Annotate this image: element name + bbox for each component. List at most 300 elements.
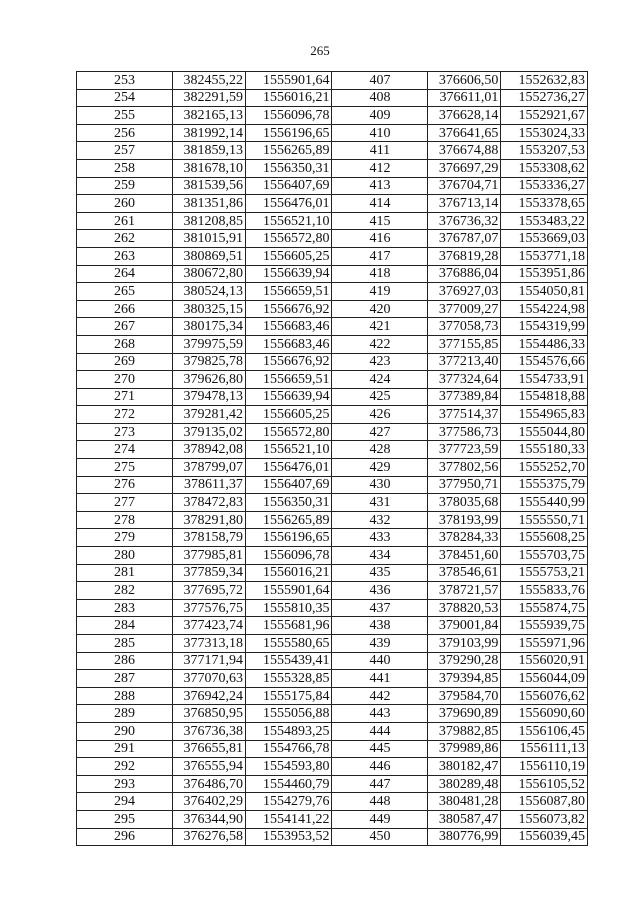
y-coordinate-cell: 1555753,21 xyxy=(501,564,588,582)
x-coordinate-cell: 379584,70 xyxy=(428,687,501,705)
x-coordinate-cell: 376555,94 xyxy=(172,758,245,776)
point-number-cell: 434 xyxy=(332,547,428,565)
x-coordinate-cell: 377313,18 xyxy=(172,635,245,653)
x-coordinate-cell: 378546,61 xyxy=(428,564,501,582)
point-number-cell: 273 xyxy=(77,423,173,441)
y-coordinate-cell: 1556196,65 xyxy=(245,124,332,142)
table-row xyxy=(77,582,588,600)
x-coordinate-cell: 376344,90 xyxy=(172,810,245,828)
point-number-cell: 421 xyxy=(332,318,428,336)
x-coordinate-cell: 379281,42 xyxy=(172,406,245,424)
table-row xyxy=(77,775,588,793)
table-row xyxy=(77,371,588,389)
table-row xyxy=(77,476,588,494)
point-number-cell: 276 xyxy=(77,476,173,494)
y-coordinate-cell: 1556676,92 xyxy=(245,300,332,318)
point-number-cell: 279 xyxy=(77,529,173,547)
y-coordinate-cell: 1556521,10 xyxy=(245,212,332,230)
point-number-cell: 432 xyxy=(332,511,428,529)
point-number-cell: 426 xyxy=(332,406,428,424)
y-coordinate-cell: 1552921,67 xyxy=(501,107,588,125)
x-coordinate-cell: 376713,14 xyxy=(428,195,501,213)
point-number-cell: 418 xyxy=(332,265,428,283)
x-coordinate-cell: 381678,10 xyxy=(172,159,245,177)
point-number-cell: 269 xyxy=(77,353,173,371)
point-number-cell: 267 xyxy=(77,318,173,336)
table-row xyxy=(77,159,588,177)
point-number-cell: 277 xyxy=(77,494,173,512)
x-coordinate-cell: 376655,81 xyxy=(172,740,245,758)
y-coordinate-cell: 1556659,51 xyxy=(245,371,332,389)
x-coordinate-cell: 377514,37 xyxy=(428,406,501,424)
table-row xyxy=(77,72,588,90)
x-coordinate-cell: 378942,08 xyxy=(172,441,245,459)
point-number-cell: 266 xyxy=(77,300,173,318)
y-coordinate-cell: 1556110,19 xyxy=(501,758,588,776)
point-number-cell: 407 xyxy=(332,72,428,90)
point-number-cell: 270 xyxy=(77,371,173,389)
point-number-cell: 443 xyxy=(332,705,428,723)
x-coordinate-cell: 376704,71 xyxy=(428,177,501,195)
y-coordinate-cell: 1556020,91 xyxy=(501,652,588,670)
y-coordinate-cell: 1555810,35 xyxy=(245,599,332,617)
y-coordinate-cell: 1555608,25 xyxy=(501,529,588,547)
y-coordinate-cell: 1556016,21 xyxy=(245,89,332,107)
point-number-cell: 412 xyxy=(332,159,428,177)
x-coordinate-cell: 379882,85 xyxy=(428,722,501,740)
x-coordinate-cell: 380776,99 xyxy=(428,828,501,846)
page-number: 265 xyxy=(310,43,330,58)
y-coordinate-cell: 1552632,83 xyxy=(501,72,588,90)
point-number-cell: 271 xyxy=(77,388,173,406)
point-number-cell: 264 xyxy=(77,265,173,283)
y-coordinate-cell: 1556111,13 xyxy=(501,740,588,758)
point-number-cell: 430 xyxy=(332,476,428,494)
point-number-cell: 275 xyxy=(77,459,173,477)
y-coordinate-cell: 1554893,25 xyxy=(245,722,332,740)
point-number-cell: 429 xyxy=(332,459,428,477)
y-coordinate-cell: 1554733,91 xyxy=(501,371,588,389)
table-row xyxy=(77,810,588,828)
point-number-cell: 414 xyxy=(332,195,428,213)
point-number-cell: 408 xyxy=(332,89,428,107)
point-number-cell: 289 xyxy=(77,705,173,723)
y-coordinate-cell: 1556073,82 xyxy=(501,810,588,828)
x-coordinate-cell: 382455,22 xyxy=(172,72,245,90)
x-coordinate-cell: 380672,80 xyxy=(172,265,245,283)
y-coordinate-cell: 1554486,33 xyxy=(501,335,588,353)
table-row xyxy=(77,670,588,688)
x-coordinate-cell: 379394,85 xyxy=(428,670,501,688)
x-coordinate-cell: 380289,48 xyxy=(428,775,501,793)
y-coordinate-cell: 1555550,71 xyxy=(501,511,588,529)
x-coordinate-cell: 376276,58 xyxy=(172,828,245,846)
y-coordinate-cell: 1555901,64 xyxy=(245,72,332,90)
table-row xyxy=(77,318,588,336)
x-coordinate-cell: 376486,70 xyxy=(172,775,245,793)
point-number-cell: 285 xyxy=(77,635,173,653)
table-row xyxy=(77,494,588,512)
coordinates-table xyxy=(76,71,588,846)
point-number-cell: 411 xyxy=(332,142,428,160)
x-coordinate-cell: 380587,47 xyxy=(428,810,501,828)
x-coordinate-cell: 377695,72 xyxy=(172,582,245,600)
point-number-cell: 265 xyxy=(77,283,173,301)
y-coordinate-cell: 1553336,27 xyxy=(501,177,588,195)
x-coordinate-cell: 377423,74 xyxy=(172,617,245,635)
table-row xyxy=(77,705,588,723)
point-number-cell: 410 xyxy=(332,124,428,142)
x-coordinate-cell: 377586,73 xyxy=(428,423,501,441)
x-coordinate-cell: 381208,85 xyxy=(172,212,245,230)
y-coordinate-cell: 1556683,46 xyxy=(245,318,332,336)
point-number-cell: 419 xyxy=(332,283,428,301)
x-coordinate-cell: 378820,53 xyxy=(428,599,501,617)
x-coordinate-cell: 377859,34 xyxy=(172,564,245,582)
point-number-cell: 441 xyxy=(332,670,428,688)
x-coordinate-cell: 377985,81 xyxy=(172,547,245,565)
x-coordinate-cell: 379989,86 xyxy=(428,740,501,758)
point-number-cell: 423 xyxy=(332,353,428,371)
table-row xyxy=(77,564,588,582)
y-coordinate-cell: 1555703,75 xyxy=(501,547,588,565)
y-coordinate-cell: 1553024,33 xyxy=(501,124,588,142)
x-coordinate-cell: 376927,03 xyxy=(428,283,501,301)
point-number-cell: 436 xyxy=(332,582,428,600)
y-coordinate-cell: 1556572,80 xyxy=(245,423,332,441)
y-coordinate-cell: 1555044,80 xyxy=(501,423,588,441)
y-coordinate-cell: 1555874,75 xyxy=(501,599,588,617)
point-number-cell: 424 xyxy=(332,371,428,389)
y-coordinate-cell: 1555440,99 xyxy=(501,494,588,512)
x-coordinate-cell: 377171,94 xyxy=(172,652,245,670)
y-coordinate-cell: 1553207,53 xyxy=(501,142,588,160)
x-coordinate-cell: 382291,59 xyxy=(172,89,245,107)
table-row xyxy=(77,247,588,265)
y-coordinate-cell: 1553308,62 xyxy=(501,159,588,177)
y-coordinate-cell: 1556676,92 xyxy=(245,353,332,371)
table-row xyxy=(77,635,588,653)
x-coordinate-cell: 382165,13 xyxy=(172,107,245,125)
y-coordinate-cell: 1555252,70 xyxy=(501,459,588,477)
x-coordinate-cell: 377576,75 xyxy=(172,599,245,617)
point-number-cell: 416 xyxy=(332,230,428,248)
x-coordinate-cell: 378158,79 xyxy=(172,529,245,547)
point-number-cell: 448 xyxy=(332,793,428,811)
point-number-cell: 291 xyxy=(77,740,173,758)
y-coordinate-cell: 1554319,99 xyxy=(501,318,588,336)
table-row xyxy=(77,388,588,406)
y-coordinate-cell: 1556090,60 xyxy=(501,705,588,723)
y-coordinate-cell: 1556096,78 xyxy=(245,107,332,125)
table-row xyxy=(77,283,588,301)
point-number-cell: 262 xyxy=(77,230,173,248)
table-row xyxy=(77,687,588,705)
y-coordinate-cell: 1555375,79 xyxy=(501,476,588,494)
y-coordinate-cell: 1556659,51 xyxy=(245,283,332,301)
x-coordinate-cell: 377155,85 xyxy=(428,335,501,353)
x-coordinate-cell: 376611,01 xyxy=(428,89,501,107)
x-coordinate-cell: 377070,63 xyxy=(172,670,245,688)
x-coordinate-cell: 376606,50 xyxy=(428,72,501,90)
y-coordinate-cell: 1555439,41 xyxy=(245,652,332,670)
point-number-cell: 288 xyxy=(77,687,173,705)
table-row xyxy=(77,652,588,670)
y-coordinate-cell: 1555056,88 xyxy=(245,705,332,723)
x-coordinate-cell: 379290,28 xyxy=(428,652,501,670)
x-coordinate-cell: 376787,07 xyxy=(428,230,501,248)
table-row xyxy=(77,828,588,846)
point-number-cell: 427 xyxy=(332,423,428,441)
table-row xyxy=(77,511,588,529)
x-coordinate-cell: 377389,84 xyxy=(428,388,501,406)
x-coordinate-cell: 378472,83 xyxy=(172,494,245,512)
y-coordinate-cell: 1555833,76 xyxy=(501,582,588,600)
table-row xyxy=(77,547,588,565)
x-coordinate-cell: 377009,27 xyxy=(428,300,501,318)
x-coordinate-cell: 378035,68 xyxy=(428,494,501,512)
y-coordinate-cell: 1555939,75 xyxy=(501,617,588,635)
x-coordinate-cell: 377058,73 xyxy=(428,318,501,336)
point-number-cell: 259 xyxy=(77,177,173,195)
x-coordinate-cell: 379001,84 xyxy=(428,617,501,635)
y-coordinate-cell: 1555580,65 xyxy=(245,635,332,653)
point-number-cell: 449 xyxy=(332,810,428,828)
y-coordinate-cell: 1553771,18 xyxy=(501,247,588,265)
y-coordinate-cell: 1556476,01 xyxy=(245,195,332,213)
x-coordinate-cell: 376628,14 xyxy=(428,107,501,125)
table-row xyxy=(77,406,588,424)
x-coordinate-cell: 378291,80 xyxy=(172,511,245,529)
y-coordinate-cell: 1553483,22 xyxy=(501,212,588,230)
point-number-cell: 261 xyxy=(77,212,173,230)
x-coordinate-cell: 379626,80 xyxy=(172,371,245,389)
table-row xyxy=(77,423,588,441)
point-number-cell: 440 xyxy=(332,652,428,670)
x-coordinate-cell: 378611,37 xyxy=(172,476,245,494)
y-coordinate-cell: 1553953,52 xyxy=(245,828,332,846)
point-number-cell: 292 xyxy=(77,758,173,776)
table-row xyxy=(77,177,588,195)
x-coordinate-cell: 381351,86 xyxy=(172,195,245,213)
x-coordinate-cell: 377950,71 xyxy=(428,476,501,494)
x-coordinate-cell: 377213,40 xyxy=(428,353,501,371)
table-row xyxy=(77,740,588,758)
x-coordinate-cell: 379103,99 xyxy=(428,635,501,653)
point-number-cell: 437 xyxy=(332,599,428,617)
x-coordinate-cell: 376674,88 xyxy=(428,142,501,160)
y-coordinate-cell: 1556639,94 xyxy=(245,388,332,406)
y-coordinate-cell: 1554576,66 xyxy=(501,353,588,371)
y-coordinate-cell: 1553669,03 xyxy=(501,230,588,248)
point-number-cell: 293 xyxy=(77,775,173,793)
x-coordinate-cell: 377324,64 xyxy=(428,371,501,389)
x-coordinate-cell: 380175,34 xyxy=(172,318,245,336)
y-coordinate-cell: 1554141,22 xyxy=(245,810,332,828)
y-coordinate-cell: 1555901,64 xyxy=(245,582,332,600)
table-row xyxy=(77,335,588,353)
x-coordinate-cell: 376697,29 xyxy=(428,159,501,177)
x-coordinate-cell: 376819,28 xyxy=(428,247,501,265)
point-number-cell: 260 xyxy=(77,195,173,213)
x-coordinate-cell: 378451,60 xyxy=(428,547,501,565)
point-number-cell: 272 xyxy=(77,406,173,424)
point-number-cell: 413 xyxy=(332,177,428,195)
point-number-cell: 409 xyxy=(332,107,428,125)
point-number-cell: 438 xyxy=(332,617,428,635)
x-coordinate-cell: 376886,04 xyxy=(428,265,501,283)
point-number-cell: 281 xyxy=(77,564,173,582)
point-number-cell: 258 xyxy=(77,159,173,177)
point-number-cell: 450 xyxy=(332,828,428,846)
x-coordinate-cell: 379690,89 xyxy=(428,705,501,723)
y-coordinate-cell: 1554766,78 xyxy=(245,740,332,758)
x-coordinate-cell: 379135,02 xyxy=(172,423,245,441)
x-coordinate-cell: 378284,33 xyxy=(428,529,501,547)
point-number-cell: 263 xyxy=(77,247,173,265)
point-number-cell: 445 xyxy=(332,740,428,758)
point-number-cell: 294 xyxy=(77,793,173,811)
y-coordinate-cell: 1554593,80 xyxy=(245,758,332,776)
y-coordinate-cell: 1556407,69 xyxy=(245,177,332,195)
table-row xyxy=(77,265,588,283)
y-coordinate-cell: 1556076,62 xyxy=(501,687,588,705)
point-number-cell: 444 xyxy=(332,722,428,740)
y-coordinate-cell: 1556087,80 xyxy=(501,793,588,811)
point-number-cell: 447 xyxy=(332,775,428,793)
table-row xyxy=(77,195,588,213)
y-coordinate-cell: 1555971,96 xyxy=(501,635,588,653)
x-coordinate-cell: 380481,28 xyxy=(428,793,501,811)
y-coordinate-cell: 1554279,76 xyxy=(245,793,332,811)
y-coordinate-cell: 1556407,69 xyxy=(245,476,332,494)
table-row xyxy=(77,212,588,230)
y-coordinate-cell: 1556605,25 xyxy=(245,406,332,424)
table-row xyxy=(77,300,588,318)
y-coordinate-cell: 1556016,21 xyxy=(245,564,332,582)
table-row xyxy=(77,459,588,477)
table-row xyxy=(77,793,588,811)
x-coordinate-cell: 379975,59 xyxy=(172,335,245,353)
x-coordinate-cell: 380325,15 xyxy=(172,300,245,318)
table-row xyxy=(77,441,588,459)
point-number-cell: 254 xyxy=(77,89,173,107)
point-number-cell: 255 xyxy=(77,107,173,125)
point-number-cell: 284 xyxy=(77,617,173,635)
x-coordinate-cell: 376736,32 xyxy=(428,212,501,230)
y-coordinate-cell: 1555175,84 xyxy=(245,687,332,705)
x-coordinate-cell: 381992,14 xyxy=(172,124,245,142)
table-row xyxy=(77,124,588,142)
table-row xyxy=(77,758,588,776)
y-coordinate-cell: 1556572,80 xyxy=(245,230,332,248)
point-number-cell: 282 xyxy=(77,582,173,600)
point-number-cell: 433 xyxy=(332,529,428,547)
x-coordinate-cell: 378721,57 xyxy=(428,582,501,600)
table-row xyxy=(77,107,588,125)
x-coordinate-cell: 378193,99 xyxy=(428,511,501,529)
y-coordinate-cell: 1556350,31 xyxy=(245,159,332,177)
y-coordinate-cell: 1556265,89 xyxy=(245,142,332,160)
y-coordinate-cell: 1556106,45 xyxy=(501,722,588,740)
point-number-cell: 286 xyxy=(77,652,173,670)
x-coordinate-cell: 379825,78 xyxy=(172,353,245,371)
table-row xyxy=(77,599,588,617)
point-number-cell: 420 xyxy=(332,300,428,318)
point-number-cell: 280 xyxy=(77,547,173,565)
x-coordinate-cell: 381539,56 xyxy=(172,177,245,195)
y-coordinate-cell: 1556265,89 xyxy=(245,511,332,529)
point-number-cell: 274 xyxy=(77,441,173,459)
point-number-cell: 422 xyxy=(332,335,428,353)
y-coordinate-cell: 1553951,86 xyxy=(501,265,588,283)
point-number-cell: 415 xyxy=(332,212,428,230)
x-coordinate-cell: 376402,29 xyxy=(172,793,245,811)
coordinates-table-body xyxy=(77,72,588,846)
x-coordinate-cell: 377802,56 xyxy=(428,459,501,477)
point-number-cell: 296 xyxy=(77,828,173,846)
point-number-cell: 425 xyxy=(332,388,428,406)
point-number-cell: 253 xyxy=(77,72,173,90)
table-row xyxy=(77,353,588,371)
x-coordinate-cell: 376641,65 xyxy=(428,124,501,142)
point-number-cell: 417 xyxy=(332,247,428,265)
table-row xyxy=(77,617,588,635)
y-coordinate-cell: 1555328,85 xyxy=(245,670,332,688)
point-number-cell: 431 xyxy=(332,494,428,512)
point-number-cell: 446 xyxy=(332,758,428,776)
y-coordinate-cell: 1555681,96 xyxy=(245,617,332,635)
y-coordinate-cell: 1556476,01 xyxy=(245,459,332,477)
y-coordinate-cell: 1556096,78 xyxy=(245,547,332,565)
y-coordinate-cell: 1556683,46 xyxy=(245,335,332,353)
table-row xyxy=(77,230,588,248)
y-coordinate-cell: 1556044,09 xyxy=(501,670,588,688)
table-row xyxy=(77,529,588,547)
y-coordinate-cell: 1554965,83 xyxy=(501,406,588,424)
y-coordinate-cell: 1554818,88 xyxy=(501,388,588,406)
point-number-cell: 428 xyxy=(332,441,428,459)
x-coordinate-cell: 378799,07 xyxy=(172,459,245,477)
point-number-cell: 268 xyxy=(77,335,173,353)
point-number-cell: 257 xyxy=(77,142,173,160)
y-coordinate-cell: 1556196,65 xyxy=(245,529,332,547)
y-coordinate-cell: 1556039,45 xyxy=(501,828,588,846)
y-coordinate-cell: 1554460,79 xyxy=(245,775,332,793)
table-row xyxy=(77,142,588,160)
x-coordinate-cell: 376942,24 xyxy=(172,687,245,705)
point-number-cell: 435 xyxy=(332,564,428,582)
point-number-cell: 283 xyxy=(77,599,173,617)
x-coordinate-cell: 376736,38 xyxy=(172,722,245,740)
point-number-cell: 295 xyxy=(77,810,173,828)
table-row xyxy=(77,722,588,740)
x-coordinate-cell: 379478,13 xyxy=(172,388,245,406)
y-coordinate-cell: 1552736,27 xyxy=(501,89,588,107)
table-row xyxy=(77,89,588,107)
point-number-cell: 442 xyxy=(332,687,428,705)
y-coordinate-cell: 1556105,52 xyxy=(501,775,588,793)
x-coordinate-cell: 381859,13 xyxy=(172,142,245,160)
point-number-cell: 256 xyxy=(77,124,173,142)
x-coordinate-cell: 376850,95 xyxy=(172,705,245,723)
x-coordinate-cell: 380524,13 xyxy=(172,283,245,301)
y-coordinate-cell: 1556350,31 xyxy=(245,494,332,512)
y-coordinate-cell: 1555180,33 xyxy=(501,441,588,459)
point-number-cell: 287 xyxy=(77,670,173,688)
point-number-cell: 290 xyxy=(77,722,173,740)
y-coordinate-cell: 1554050,81 xyxy=(501,283,588,301)
